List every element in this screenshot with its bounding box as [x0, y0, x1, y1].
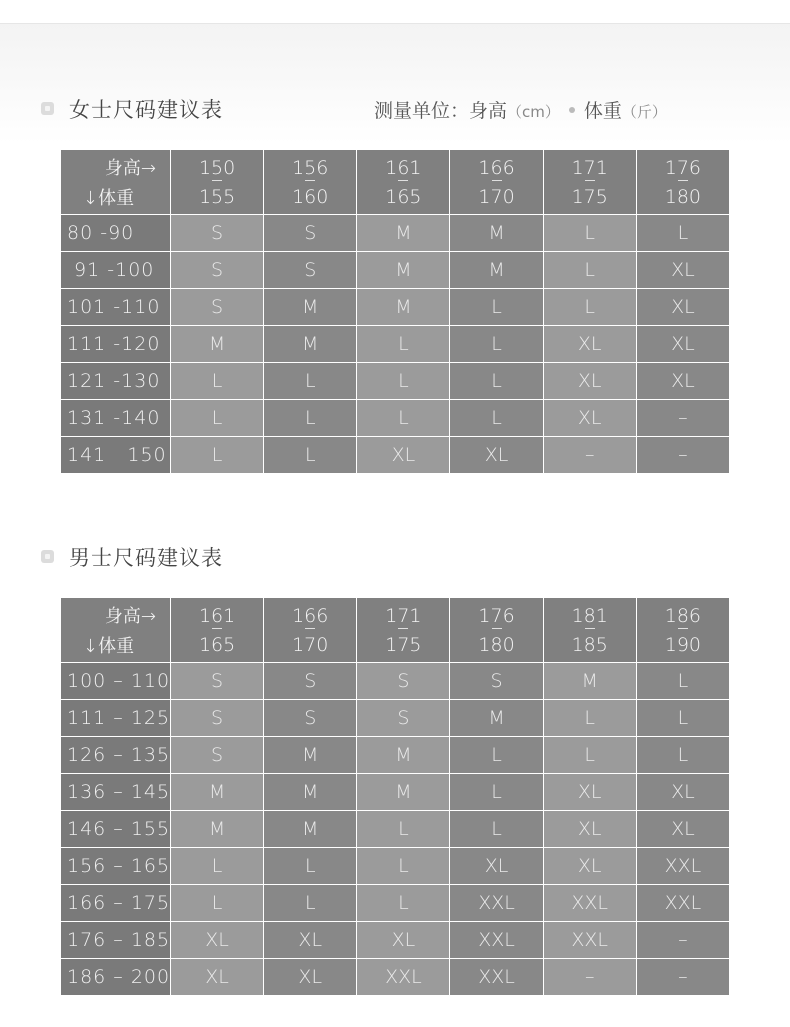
size-cell: S — [171, 215, 264, 252]
weight-range-cell: 136 – 145 — [61, 774, 171, 811]
range-dash-icon — [398, 180, 408, 181]
height-axis-label: 身高→ — [104, 158, 156, 179]
height-range-end: 155 — [198, 185, 236, 208]
height-range-start: 161 — [385, 156, 422, 179]
size-cell: L — [357, 885, 450, 922]
weight-range-cell: 80 -90 — [61, 215, 171, 252]
unit-cm-label: （cm） — [507, 103, 560, 121]
size-cell: XL — [636, 774, 729, 811]
height-range-start: 171 — [385, 604, 422, 627]
size-cell: L — [450, 289, 543, 326]
height-range-header — [543, 598, 636, 663]
weight-range-cell: 176 – 185 — [61, 922, 171, 959]
size-cell: – — [543, 959, 636, 996]
square-bullet-icon — [41, 550, 54, 563]
height-range-start: 176 — [478, 604, 515, 627]
table-row — [61, 215, 730, 252]
size-cell: L — [357, 363, 450, 400]
range-dash-icon — [305, 628, 315, 629]
size-cell: L — [264, 885, 357, 922]
size-cell: XL — [636, 326, 729, 363]
size-cell: S — [264, 252, 357, 289]
size-cell: L — [450, 737, 543, 774]
height-range-start: 171 — [571, 156, 608, 179]
size-cell: L — [543, 700, 636, 737]
size-cell: L — [264, 437, 357, 474]
size-cell: S — [171, 663, 264, 700]
size-cell: L — [636, 700, 729, 737]
height-range-end: 190 — [664, 633, 702, 656]
size-cell: XL — [171, 959, 264, 996]
height-range-start: 161 — [198, 604, 236, 627]
size-cell: M — [171, 326, 264, 363]
size-cell: XL — [543, 811, 636, 848]
size-cell: – — [636, 922, 729, 959]
table-row — [61, 774, 730, 811]
header-fade — [0, 24, 790, 144]
size-cell: M — [264, 326, 357, 363]
range-dash-icon — [492, 628, 502, 629]
women-size-table — [60, 149, 730, 474]
size-cell: M — [357, 215, 450, 252]
range-dash-icon — [212, 628, 222, 629]
size-cell: XL — [636, 252, 729, 289]
header-row — [61, 598, 730, 663]
size-cell: L — [264, 848, 357, 885]
height-range-header — [636, 150, 729, 215]
size-cell: L — [357, 326, 450, 363]
weight-range-cell: 141 150 — [61, 437, 171, 474]
size-cell: L — [450, 774, 543, 811]
weight-range-cell: 101 -110 — [61, 289, 171, 326]
height-range-start: 150 — [198, 156, 236, 179]
size-cell: L — [543, 252, 636, 289]
table-row — [61, 811, 730, 848]
unit-weight-label: 体重 — [583, 100, 622, 122]
size-cell: XL — [357, 922, 450, 959]
weight-range-cell: 166 – 175 — [61, 885, 171, 922]
size-cell: S — [357, 663, 450, 700]
header-row — [61, 150, 730, 215]
men-section-header — [0, 540, 790, 574]
table-row — [61, 922, 730, 959]
size-cell: XL — [450, 437, 543, 474]
size-cell: M — [264, 289, 357, 326]
size-cell: L — [357, 400, 450, 437]
table-row — [61, 737, 730, 774]
size-cell: – — [636, 400, 729, 437]
size-cell: S — [171, 700, 264, 737]
height-range-header — [450, 150, 543, 215]
weight-range-cell: 100 – 110 — [61, 663, 171, 700]
size-cell: XL — [543, 774, 636, 811]
table-row — [61, 326, 730, 363]
size-cell: S — [171, 289, 264, 326]
size-cell: M — [171, 774, 264, 811]
weight-range-cell: 186 – 200 — [61, 959, 171, 996]
size-cell: XL — [543, 363, 636, 400]
height-range-end: 175 — [385, 633, 422, 656]
size-cell: S — [171, 252, 264, 289]
range-dash-icon — [678, 628, 688, 629]
size-cell: L — [636, 737, 729, 774]
height-range-end: 180 — [664, 185, 702, 208]
height-range-header — [264, 150, 357, 215]
men-size-table — [60, 597, 730, 996]
size-cell: L — [450, 811, 543, 848]
size-cell: M — [357, 289, 450, 326]
unit-height-label: 身高 — [469, 100, 508, 122]
size-cell: M — [264, 774, 357, 811]
height-range-header — [171, 598, 264, 663]
size-cell: M — [450, 700, 543, 737]
size-cell: XL — [543, 400, 636, 437]
size-cell: L — [264, 400, 357, 437]
size-cell: M — [357, 774, 450, 811]
size-cell: L — [357, 848, 450, 885]
size-cell: XXL — [450, 922, 543, 959]
weight-range-cell: 111 – 125 — [61, 700, 171, 737]
size-cell: M — [357, 737, 450, 774]
size-cell: L — [543, 737, 636, 774]
men-table-title: 男士尺码建议表 — [69, 546, 223, 570]
height-range-header — [357, 598, 450, 663]
size-cell: – — [636, 959, 729, 996]
size-cell: M — [357, 252, 450, 289]
height-range-header — [543, 150, 636, 215]
weight-axis-label: ↓体重 — [83, 188, 135, 209]
size-cell: L — [357, 811, 450, 848]
table-row — [61, 663, 730, 700]
range-dash-icon — [305, 180, 315, 181]
size-cell: S — [264, 663, 357, 700]
size-cell: S — [264, 215, 357, 252]
size-cell: L — [171, 848, 264, 885]
height-range-end: 170 — [292, 633, 329, 656]
height-range-header — [264, 598, 357, 663]
height-range-end: 165 — [385, 185, 422, 208]
size-cell: XXL — [636, 885, 729, 922]
range-dash-icon — [585, 628, 595, 629]
size-cell: XL — [264, 922, 357, 959]
size-cell: XL — [636, 363, 729, 400]
size-cell: L — [171, 400, 264, 437]
height-range-start: 181 — [571, 604, 608, 627]
women-table-title: 女士尺码建议表 — [69, 98, 223, 122]
height-axis-label: 身高→ — [104, 606, 156, 627]
weight-range-cell: 126 – 135 — [61, 737, 171, 774]
height-range-header — [450, 598, 543, 663]
height-range-end: 175 — [571, 185, 608, 208]
table-row — [61, 252, 730, 289]
size-cell: L — [171, 363, 264, 400]
height-range-start: 166 — [478, 156, 515, 179]
size-cell: XL — [543, 848, 636, 885]
height-range-end: 185 — [571, 633, 608, 656]
size-cell: XL — [543, 326, 636, 363]
size-cell: XL — [171, 922, 264, 959]
corner-cell — [61, 150, 171, 215]
size-cell: S — [264, 700, 357, 737]
size-cell: M — [171, 811, 264, 848]
weight-range-cell: 146 – 155 — [61, 811, 171, 848]
range-dash-icon — [585, 180, 595, 181]
weight-range-cell: 131 -140 — [61, 400, 171, 437]
range-dash-icon — [212, 180, 222, 181]
size-cell: L — [171, 437, 264, 474]
size-cell: S — [171, 737, 264, 774]
height-range-end: 170 — [478, 185, 515, 208]
corner-cell — [61, 598, 171, 663]
height-range-start: 156 — [292, 156, 329, 179]
height-range-start: 166 — [292, 604, 329, 627]
size-cell: M — [264, 737, 357, 774]
size-cell: L — [636, 215, 729, 252]
size-cell: L — [171, 885, 264, 922]
size-cell: XXL — [450, 885, 543, 922]
range-dash-icon — [678, 180, 688, 181]
height-range-end: 165 — [198, 633, 236, 656]
table-row — [61, 848, 730, 885]
square-bullet-icon — [41, 102, 54, 115]
size-cell: L — [450, 326, 543, 363]
size-cell: XXL — [450, 959, 543, 996]
unit-jin-label: （斤） — [621, 103, 667, 121]
separator-dot-icon — [569, 107, 575, 113]
size-cell: L — [450, 363, 543, 400]
size-cell: L — [450, 400, 543, 437]
size-cell: XL — [636, 289, 729, 326]
size-cell: XL — [357, 437, 450, 474]
table-row — [61, 700, 730, 737]
weight-range-cell: 121 -130 — [61, 363, 171, 400]
weight-axis-label: ↓体重 — [83, 636, 135, 657]
size-cell: M — [450, 252, 543, 289]
size-cell: M — [264, 811, 357, 848]
measurement-unit-note — [374, 96, 667, 123]
women-section-header — [0, 92, 790, 126]
size-cell: S — [357, 700, 450, 737]
size-cell: XXL — [636, 848, 729, 885]
height-range-start: 176 — [664, 156, 702, 179]
table-row — [61, 959, 730, 996]
size-cell: L — [264, 363, 357, 400]
size-cell: XL — [636, 811, 729, 848]
size-cell: XL — [264, 959, 357, 996]
height-range-header — [171, 150, 264, 215]
table-row — [61, 363, 730, 400]
table-row — [61, 885, 730, 922]
size-cell: XL — [450, 848, 543, 885]
range-dash-icon — [398, 628, 408, 629]
weight-range-cell: 91 -100 — [61, 252, 171, 289]
size-cell: M — [450, 215, 543, 252]
height-range-start: 186 — [664, 604, 702, 627]
unit-prefix: 测量单位： — [374, 100, 470, 122]
size-cell: XXL — [543, 885, 636, 922]
table-row — [61, 400, 730, 437]
height-range-header — [636, 598, 729, 663]
size-cell: – — [636, 437, 729, 474]
size-cell: L — [636, 663, 729, 700]
range-dash-icon — [492, 180, 502, 181]
weight-range-cell: 156 – 165 — [61, 848, 171, 885]
top-divider — [0, 0, 790, 24]
height-range-end: 160 — [292, 185, 329, 208]
size-cell: – — [543, 437, 636, 474]
size-cell: L — [543, 215, 636, 252]
size-cell: S — [450, 663, 543, 700]
table-row — [61, 437, 730, 474]
size-cell: XXL — [543, 922, 636, 959]
table-row — [61, 289, 730, 326]
height-range-header — [357, 150, 450, 215]
size-cell: L — [543, 289, 636, 326]
size-cell: XXL — [357, 959, 450, 996]
height-range-end: 180 — [478, 633, 515, 656]
size-cell: M — [543, 663, 636, 700]
weight-range-cell: 111 -120 — [61, 326, 171, 363]
